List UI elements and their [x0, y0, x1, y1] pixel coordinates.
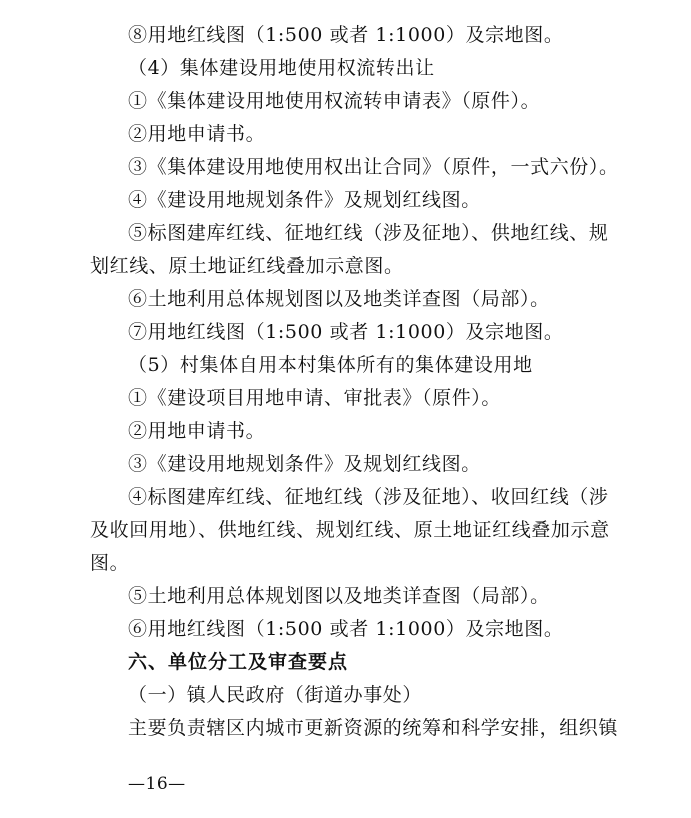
paragraph-line: 主要负责辖区内城市更新资源的统筹和科学安排，组织镇 — [128, 717, 619, 739]
paragraph-line: ①《建设项目用地申请、审批表》（原件）。 — [128, 387, 502, 409]
paragraph-line: ②用地申请书。 — [128, 420, 266, 442]
subsection-heading: （4）集体建设用地使用权流转出让 — [128, 57, 435, 79]
paragraph-line: ⑥用地红线图（1:500 或者 1:1000）及宗地图。 — [128, 618, 564, 640]
page-number: —16— — [128, 774, 186, 794]
subsection-heading: （5）村集体自用本村集体所有的集体建设用地 — [128, 354, 533, 376]
paragraph-line: ⑦用地红线图（1:500 或者 1:1000）及宗地图。 — [128, 321, 564, 343]
paragraph-line: ④标图建库红线、征地红线（涉及征地）、收回红线（涉 — [128, 486, 609, 508]
paragraph-line: ③《建设用地规划条件》及规划红线图。 — [128, 453, 481, 475]
paragraph-line: ③《集体建设用地使用权出让合同》（原件，一式六份）。 — [128, 156, 619, 178]
paragraph-line: ⑧用地红线图（1:500 或者 1:1000）及宗地图。 — [128, 24, 564, 46]
paragraph-line: ①《集体建设用地使用权流转申请表》（原件）。 — [128, 90, 541, 112]
section-heading: 六、单位分工及审查要点 — [128, 651, 349, 673]
paragraph-line: 图。 — [90, 552, 130, 574]
paragraph-line: 划红线、原土地证红线叠加示意图。 — [90, 255, 404, 277]
paragraph-line: ⑤土地利用总体规划图以及地类详查图（局部）。 — [128, 585, 550, 607]
paragraph-line: ④《建设用地规划条件》及规划红线图。 — [128, 189, 481, 211]
paragraph-line: ②用地申请书。 — [128, 123, 266, 145]
paragraph-line: 及收回用地）、供地红线、规划红线、原土地证红线叠加示意 — [90, 519, 610, 541]
subsection-heading: （一）镇人民政府（街道办事处） — [128, 684, 423, 706]
paragraph-line: ⑤标图建库红线、征地红线（涉及征地）、供地红线、规 — [128, 222, 609, 244]
paragraph-line: ⑥土地利用总体规划图以及地类详查图（局部）。 — [128, 288, 550, 310]
